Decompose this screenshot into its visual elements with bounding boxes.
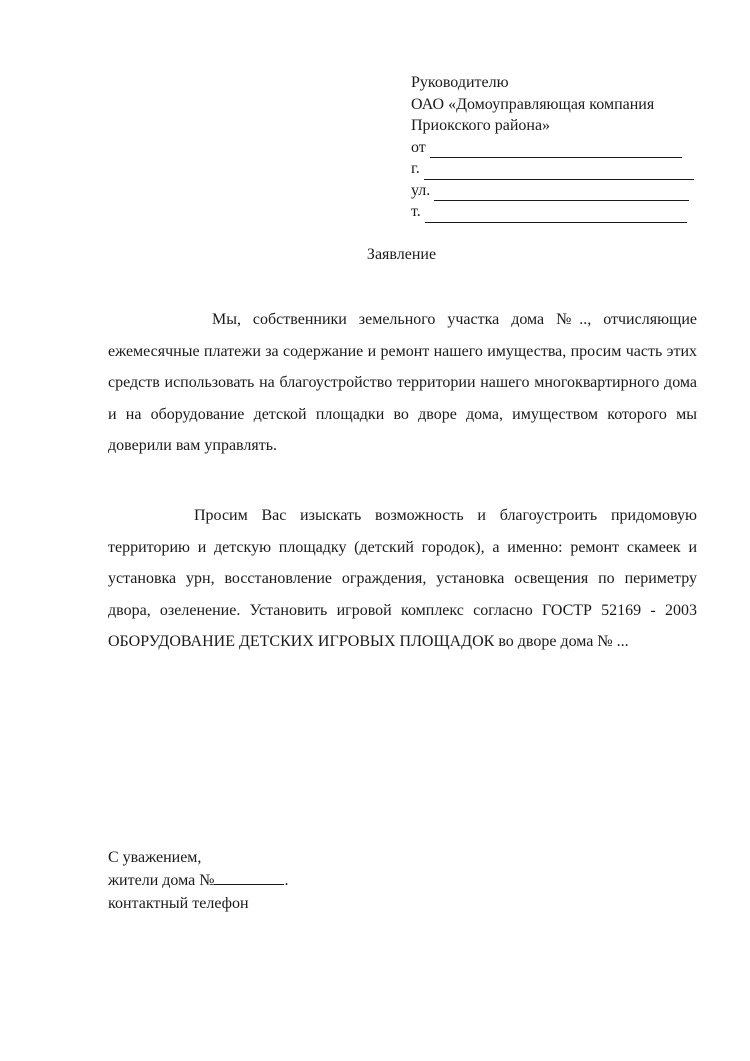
signature-block xyxy=(108,846,288,915)
city-field xyxy=(411,158,711,180)
addressee-line-1: Руководителю xyxy=(411,74,509,91)
street-field xyxy=(411,180,711,202)
document-title: Заявление xyxy=(366,246,437,263)
phone-label: т. xyxy=(411,203,421,220)
street-blank-line xyxy=(434,185,689,201)
from-label: от xyxy=(411,138,426,156)
from-blank-line xyxy=(430,142,682,158)
signature-line-3: контактный телефон xyxy=(108,895,249,912)
city-blank-line xyxy=(424,164,694,180)
phone-blank-line xyxy=(425,207,687,223)
residents-suffix: . xyxy=(284,872,289,889)
house-number-blank-line xyxy=(214,870,284,885)
paragraph-2 xyxy=(108,500,697,658)
signature-line-1: С уважением, xyxy=(108,849,202,866)
addressee-block xyxy=(411,72,711,223)
paragraph-1-text: Мы, собственники земельного участка дома №.., отчисляющие ежемесячные платежи за содержание и ремонт нашего имущества, просим часть этих средств использовать на благоустройство территории нашего многоквартирного дома и на оборудование детской площадки во дворе дома, имуществом которого мы доверили вам управлять. xyxy=(108,311,697,455)
paragraph-2-text: Просим Вас изыскать возможность и благоустроить придомовую территорию и детскую площадку (детский городок), а именно: ремонт скамеек и установка урн, восстановление ограждения, установка освещения по периметру двора, озеленение. Установить игровой комплекс согласно ГОСТР 52169 - 2003 ОБОРУДОВАНИЕ ДЕТСКИХ ИГРОВЫХ ПЛОЩАДОК во дворе дома № ... xyxy=(108,507,697,651)
addressee-line-2: ОАО «Домоуправляющая компания xyxy=(411,95,655,113)
signature-line-2 xyxy=(108,869,288,892)
from-field xyxy=(411,137,711,159)
paragraph-1 xyxy=(108,304,697,462)
residents-label: жители дома № xyxy=(108,872,215,889)
street-label: ул. xyxy=(411,181,431,199)
phone-field xyxy=(411,201,711,223)
city-label: г. xyxy=(411,160,420,177)
addressee-line-3: Приокского района» xyxy=(411,117,551,134)
